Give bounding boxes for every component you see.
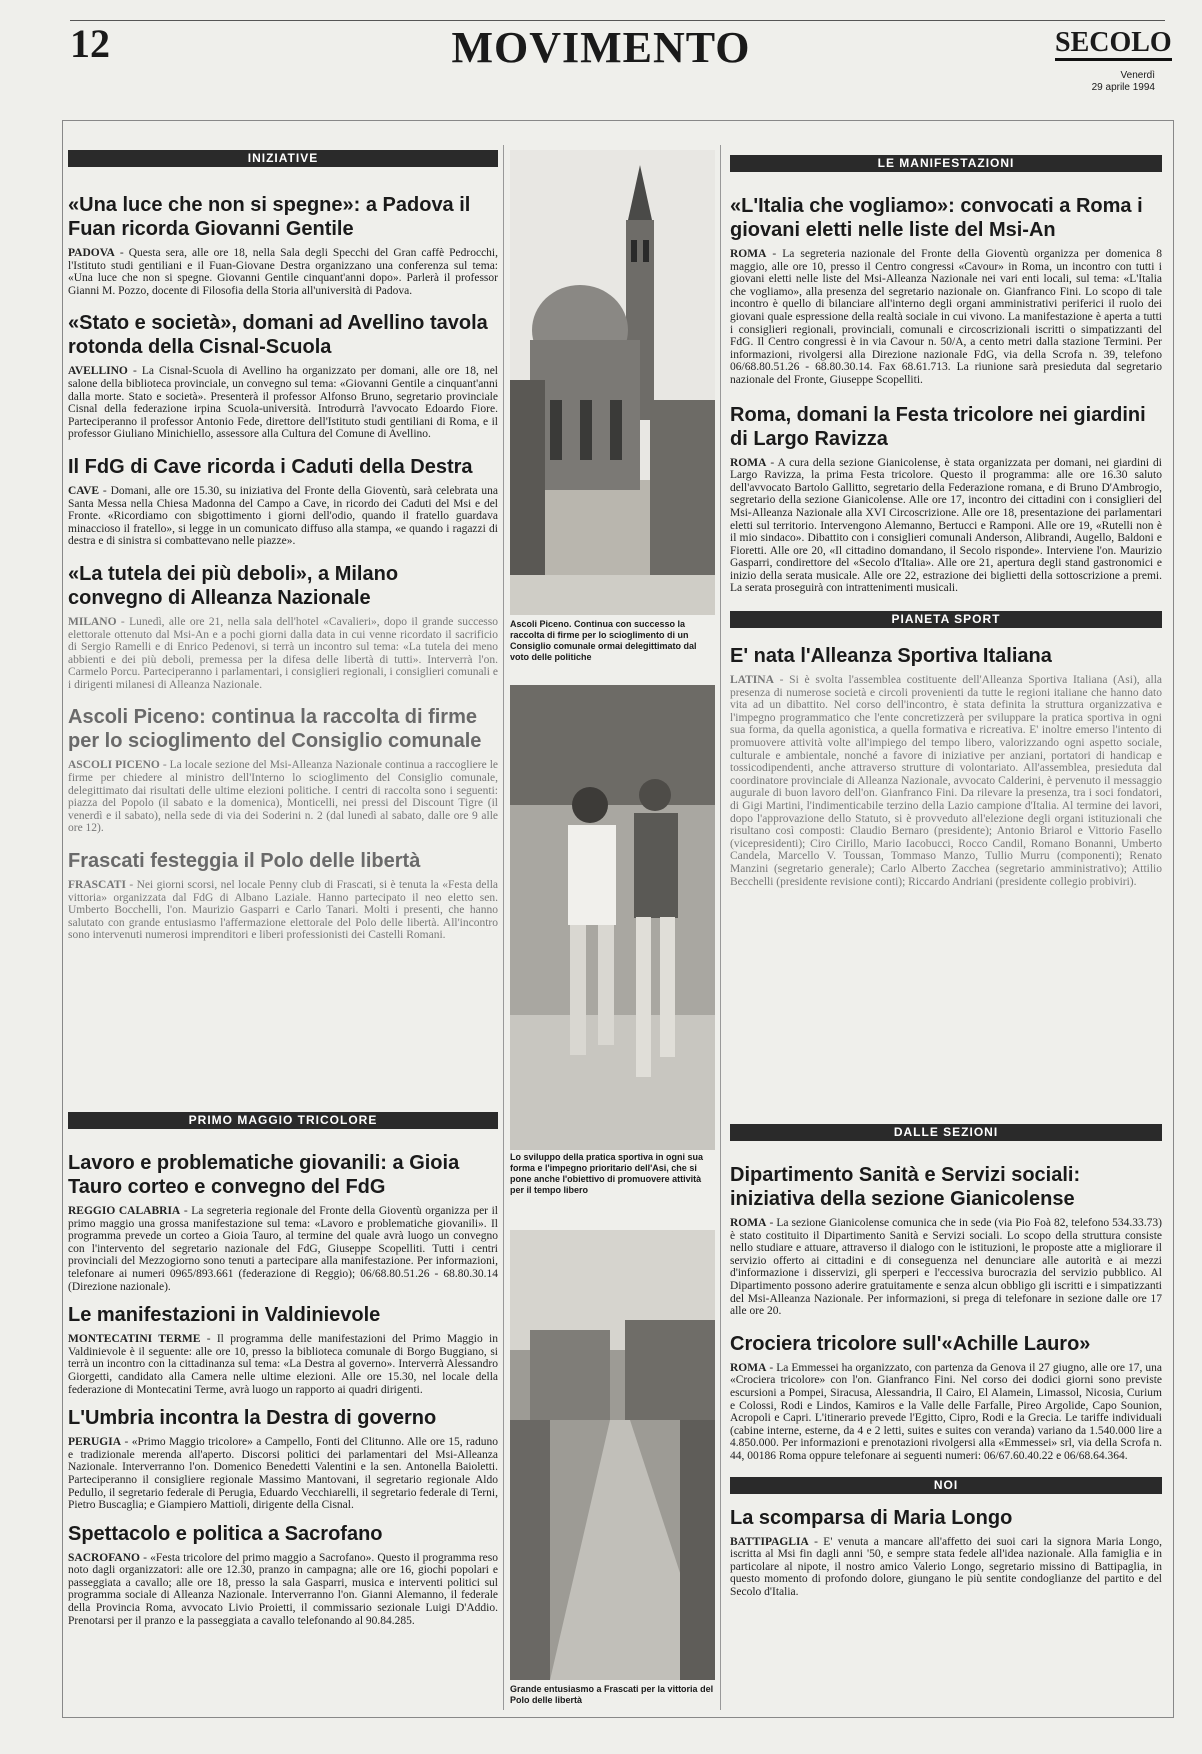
article-text: - Si è svolta l'assemblea costituente dell'Alleanza Sportiva Italiana (Asi), alla presenza di numerose società e circoli provenienti da tutte le regioni italiane che hanno dato vita ad un dibattito. Nel corso dell'incontro, è stata definita la struttura organizzativa e l'impegno programmatico che l'ente concretizzerà per sviluppare la pratica sportiva in ogni sua forma, da quella agonistica, a quella formativa e ricreativa. E' inoltre emerso l'intento di promuovere attività volte all'impiego del tempo libero, valorizzando ogni aspetto sociale, culturale e ambientale, nonché a favore di iniziative per anziani, portatori di handicap e tossicodipendenti, anche attraverso strutture di volontariato. All'assemblea, presieduta dal coordinatore provinciale di Alleanza Nazionale, avvocato Calderini, è pervenuto il messaggio augurale di buon lavoro dell'on. Gianfranco Fini. Da rilevare la presenza, tra i soci fondatori, di Gigi Martini, l'indimenticabile terzino della Lazio campione d'Italia. Al termine dei lavori, dopo l'approvazione dello Statuto, si è provveduto all'elezione degli organi istituzionali che risultano così composti: Claudio Bernaro (presidente); Antonio Briarol e Vittorio Fasello (vicepresidenti); Ciro Cirillo, Mario Iacobucci, Rocco Candil, Romano Bonanni, Umberto Candela, Marcello V. Toussan, Tommaso Manzo, Tullio Murru (componenti); Renato Manzini (segretario generale); Carlo Alberto Zacchea (segretario amministrativo); Attilio Becchelli (presidente revisione conti); Riccardo Andriani (presidente collegio probiviri). [730, 674, 1162, 888]
article-body [68, 1333, 498, 1396]
banner-manifestazioni: LE MANIFESTAZIONI [730, 155, 1162, 172]
banner-dalle-sezioni: DALLE SEZIONI [730, 1124, 1162, 1141]
article-title: «L'Italia che vogliamo»: convocati a Roma i giovani eletti nelle liste del Msi-An [730, 195, 1143, 241]
article-text: - Nei giorni scorsi, nel locale Penny club di Frascati, si è tenuta la «Festa della vittoria» organizzata dal FdG di Albano Laziale. Hanno partecipato il neo eletto sen. Umberto Bocchelli, l'on. Maurizio Gasparri e Carlo Tanari. Molti i presenti, che hanno salutato con grande entusiasmo l'affermazione elettorale del Polo delle libertà. All'incontro sono intervenuti numerosi imprenditori e liberi professionisti dei Castelli Romani. [68, 879, 498, 942]
column-divider [503, 145, 504, 1710]
newspaper-logo: SECOLO [1055, 28, 1172, 61]
article-text: - Questa sera, alle ore 18, nella Sala degli Specchi del Gran caffè Pedrocchi, l'Istituto studi gentiliani e il Fuan-Giovane Destra organizzano una conferenza sul tema: «Una luce che non si spegne. Giovanni Gentile cinquant'anni dopo». Parlerà il professor Gianni M. Pozzo, docente di Filosofia della Storia all'università di Padova. [68, 247, 498, 297]
article-gioia-tauro [68, 1151, 498, 1293]
article-text: - Lunedì, alle ore 21, nella sala dell'hotel «Cavalieri», dopo il grande successo elettorale ottenuto dal Msi-An e a pochi giorni dalla data in cui venne ricordato il sacrificio di Sergio Ramelli e di Enrico Pedenovi, si terrà un incontro sul tema: «La tutela dei meno abbienti e dei più deboli, premessa per la difesa delle libertà di tutti». Interverrà l'on. Carmelo Porcu. Parteciperanno i parlamentari, i consiglieri regionali, i consiglieri comunali e i dirigenti milanesi di Alleanza Nazionale. [68, 615, 498, 691]
article-body [730, 1362, 1162, 1463]
article-text: - Il programma delle manifestazioni del Primo Maggio in Valdinievole è il seguente: alle ore 10, presso la biblioteca comunale di Borgo Buggiano, si terrà un incontro con la cittadinanza sul tema: «La Destra al governo». Interverrà Alessandro Giorgetti, candidato alla Camera nelle ultime elezioni. Alle ore 15.30, nel locale della federazione di Montecatini Terme, avrà luogo un rapporto ai quadri dirigenti. [68, 1333, 498, 1396]
article-text: - La segreteria regionale del Fronte della Gioventù organizza per il primo maggio una grossa manifestazione sul tema: «Lavoro e problematiche giovanili». Il programma prevede un corteo a Gioia Tauro, al termine del quale avrà luogo un convegno con l'intervento del segretario nazionale del FdG, Giuseppe Scopelliti. Tutti i centri provinciali del Mezzogiorno sono tenuti a partecipare alla manifestazione. Per informazioni, telefonare ai numeri 0965/893.661 (federazione di Reggio); 06/68.80.51.26 - 68.80.30.14 (Direzione nazionale). [68, 1205, 498, 1293]
article-body [730, 674, 1162, 888]
article-body [730, 457, 1162, 596]
left-column [68, 150, 498, 942]
article-body [68, 485, 498, 548]
section-title: MOVIMENTO [451, 23, 751, 72]
article-asi [730, 644, 1162, 888]
dateline: LATINA [730, 674, 774, 687]
article-frascati [68, 849, 498, 942]
article-text: - Domani, alle ore 15.30, su iniziativa del Fronte della Gioventù, sarà celebrata una Santa Messa nella Chiesa Madonna del Campo a Cave, in ricordo dei Caduti del Msi e del Fronte. «Ricordiamo con sbigottimento i giorni dell'odio, quando il fratello guardava minaccioso il fratello», si legge in un comunicato diffuso alla stampa, «e quando i ragazzi di destra e di sinistra si combattevano nelle piazze». [68, 484, 498, 548]
banner-primo-maggio: PRIMO MAGGIO TRICOLORE [68, 1112, 498, 1129]
dateline: BATTIPAGLIA [730, 1535, 809, 1548]
article-body [68, 759, 498, 835]
article-body [68, 1436, 498, 1512]
article-text: - «Festa tricolore del primo maggio a Sacrofano». Questo il programma reso noto dagli organizzatori: alle ore 12.30, pranzo in campagna; alle ore 16, giochi popolari e passeggiata a cavallo; alle ore 18, presso la sala Gasparri, musica e interventi politici sul programma sociale di Alleanza Nazionale. Interverranno l'on. Gianni Alemanno, il federale della Provincia Roma, avvocato Livio Proietti, il commissario sezionale Luigi D'Addio. Prenotarsi per il pranzo e la passeggiata a cavallo telefonando al 90.84.285. [68, 1551, 498, 1627]
dateline: ASCOLI PICENO [68, 759, 160, 772]
dateline: MONTECATINI TERME [68, 1333, 201, 1346]
article-title: L'Umbria incontra la Destra di governo [68, 1407, 437, 1430]
header-rule [70, 20, 1165, 21]
article-milano [68, 562, 498, 692]
article-body [730, 248, 1162, 387]
dateline: REGGIO CALABRIA [68, 1205, 181, 1217]
dateline: SACROFANO [68, 1551, 140, 1564]
article-title: Dipartimento Sanità e Servizi sociali: iniziativa della sezione Gianicolense [730, 1164, 1081, 1210]
article-text: - «Primo Maggio tricolore» a Campello, Fonti del Clitunno. Alle ore 15, raduno e tradizionale merenda all'aperto. Discorsi politici dei parlamentari del Msi-Alleanza Nazionale. Interverranno l'on. Domenico Benedetti Valentini e la sen. Antonella Baioletti. Parteciperanno il consigliere regionale Massimo Mantovani, il segretario regionale Aldo Pedullo, il segretario federale di Perugia, Eduardo Vecchiarelli, il segretario federale di Terni, Pietro Buscaglia; e Giampiero Mattioli, dirigente della Cisnal. [68, 1436, 498, 1512]
article-title: E' nata l'Alleanza Sportiva Italiana [730, 645, 1052, 668]
article-avellino [68, 311, 498, 441]
article-crociera [730, 1332, 1162, 1463]
article-text: - A cura della sezione Gianicolense, è stata organizzata per domani, nei giardini di Largo Ravizza, la prima Festa tricolore. Questo il programma: alle ore 16.30 saluto dell'avvocato Bartolo Gallitto, segretario della Federazione romana, e di Bruno D'Ambrogio, segretario della sezione Gianicolense. Alle ore 17, incontro dei cittadini con i consiglieri del Msi-Alleanza Nazionale alla XVI Circoscrizione. Alle ore 18, presentazione dei parlamentari eletti sul territorio. Intervengono Alemanno, Bertucci e Ramponi. Alle ore 19, «Rutelli non è il mio sindaco». Dibattito con i consiglieri comunali Anderson, Alibrandi, Augello, Baldoni e Fioretti. Alle ore 20, «Il cittadino domandano, il Secolo risponde». Interviene l'on. Maurizio Gasparri, condirettore del «Secolo d'Italia». Alle ore 21, apertura degli stand gastronomici e inizio della serata musicale. Alle ore 22, estrazione dei biglietti della sottoscrizione a premi. La serata proseguirà con intrattenimenti musicali. [730, 456, 1162, 595]
dateline: CAVE [68, 484, 100, 497]
article-title: Il FdG di Cave ricorda i Caduti della Destra [68, 455, 473, 478]
article-text: - La sezione Gianicolense comunica che in sede (via Pio Foà 82, telefono 534.33.73) è stato costituito il Dipartimento Sanità e Servizi sociali. Lo scopo della struttura consiste nello studiare e attuare, attraverso il dialogo con le istituzioni, le proposte atte a migliorare il servizio offerto ai cittadini e di conseguenza nel denunciare alle autorità e ai mezzi d'informazione i disservizi, gli sperperi e l'eccessiva burocrazia del servizio pubblico. Al Dipartimento possono aderire gratuitamente e senza alcun obbligo gli iscritti e i simpatizzanti del Msi-Alleanza Nazionale. Per informazioni, si prega di telefonare in sezione dalle ore 17 alle ore 20. [730, 1217, 1162, 1318]
article-umbria [68, 1406, 498, 1512]
article-body [730, 1217, 1162, 1318]
issue-date [1040, 70, 1155, 94]
article-italia-che-vogliamo [730, 194, 1162, 387]
banner-iniziative: INIZIATIVE [68, 150, 498, 167]
article-title: Spettacolo e politica a Sacrofano [68, 1522, 383, 1545]
dateline: ROMA [730, 1361, 767, 1374]
banner-pianeta-sport: PIANETA SPORT [730, 611, 1162, 628]
page-number: 12 [70, 21, 110, 66]
article-cave [68, 455, 498, 548]
article-body [730, 1536, 1162, 1599]
article-body [68, 365, 498, 441]
photo-caption-2: Lo sviluppo della pratica sportiva in ogni sua forma e l'impegno prioritario dell'Asi, che si pone anche l'obiettivo di promuovere attività per il tempo libero [510, 1152, 704, 1195]
date: 29 aprile 1994 [1091, 82, 1155, 93]
article-title: «Stato e società», domani ad Avellino tavola rotonda della Cisnal-Scuola [68, 312, 488, 359]
dateline: ROMA [730, 248, 767, 260]
article-valdinievole [68, 1303, 498, 1396]
article-text: - La Cisnal-Scuola di Avellino ha organizzato per domani, alle ore 18, nel salone della biblioteca provinciale, un convegno sul tema: «Giovanni Gentile a cinquant'anni dalla morte. Stato e società». Presenterà il professor Alfonso Bruno, segretario provinciale Cisnal della federazione irpina Scuola-università. Introdurrà l'avvocato Edoardo Fiore. Parteciperanno il professor Antonio Fede, direttore dell'Istituto studi gentiliani di Roma, e il professor Giuliano Minichiello, assessore alla Cultura del Comune di Avellino. [68, 365, 498, 441]
article-body [68, 1552, 498, 1628]
article-title: Le manifestazioni in Valdinievole [68, 1304, 381, 1327]
cathedral-image [510, 150, 715, 615]
left-column-lower [68, 1112, 498, 1627]
dateline: FRASCATI [68, 879, 126, 892]
dateline: AVELLINO [68, 365, 128, 378]
article-text: - La Emmessei ha organizzato, con partenza da Genova il 27 giugno, alle ore 17, una «Crociera tricolore» con l'on. Gianfranco Fini. Nel corso dei dodici giorni sono previste escursioni a Pompei, Siracusa, Alessandria, Il Cairo, El Alamein, Limassol, Nicosia, Curium e Colossi, Rodi e Lindos, Kamiros e la Valle delle Farfalle, Pireo Argolide, Capo Sounion, Acropoli e Capri. L'itinerario prevede l'Egitto, Cipro, Rodi e la Grecia. Le tariffe individuali (cabine interne, esterne, da 4 e 2 letti, suites e suites con veranda) variano da 1.540.000 lire a 4.850.000. Per informazioni e prenotazioni rivolgersi alla «Emmessei» srl, via della Scrofa n. 44, 00186 Roma oppure telefonare ai seguenti numeri: 06/67.60.40.22 e 06/68.64.364. [730, 1361, 1162, 1462]
article-title: Crociera tricolore sull'«Achille Lauro» [730, 1332, 1091, 1355]
banner-noi: NOI [730, 1477, 1162, 1494]
article-body [68, 879, 498, 942]
article-title: La scomparsa di Maria Longo [730, 1506, 1013, 1529]
photo-caption-3: Grande entusiasmo a Frascati per la vittoria del Polo delle libertà [510, 1684, 714, 1705]
column-divider [720, 145, 721, 1710]
square-image [510, 1230, 715, 1680]
article-padova [68, 193, 498, 297]
dateline: ROMA [730, 1217, 767, 1229]
article-body [68, 247, 498, 297]
article-title: «Una luce che non si spegne»: a Padova il Fuan ricorda Giovanni Gentile [68, 194, 471, 240]
article-title: Lavoro e problematiche giovanili: a Gioia Tauro corteo e convegno del FdG [68, 1152, 460, 1198]
dateline: MILANO [68, 615, 117, 628]
photo-frascati-square [510, 1230, 715, 1680]
photo-caption-1: Ascoli Piceno. Continua con successo la raccolta di firme per lo scioglimento di un Consiglio comunale ormai delegittimato dal voto delle politiche [510, 619, 697, 662]
dateline: PERUGIA [68, 1436, 122, 1449]
article-largo-ravizza [730, 403, 1162, 596]
article-body [68, 1205, 498, 1293]
article-ascoli [68, 705, 498, 835]
article-sacrofano [68, 1522, 498, 1628]
weekday: Venerdì [1120, 70, 1155, 81]
right-column [730, 155, 1162, 888]
article-title: Frascati festeggia il Polo delle libertà [68, 850, 421, 873]
article-title: «La tutela dei più deboli», a Milano convegno di Alleanza Nazionale [68, 562, 399, 609]
article-text: - E' venuta a mancare all'affetto dei suoi cari la signora Maria Longo, iscritta al Msi fin dagli anni '50, e sempre stata fedele all'idea nazionale. Alla famiglia e in particolare al nipote, il nostro amico Valerio Longo, segretario missino di Battipaglia, in questo momento di profondo dolore, giungano le più sentite condoglianze del partito e del Secolo d'Italia. [730, 1535, 1162, 1598]
right-column-lower [730, 1124, 1162, 1598]
photo-ascoli-cathedral [510, 150, 715, 615]
dateline: PADOVA [68, 247, 115, 259]
runners-image [510, 685, 715, 1150]
article-text: - La segreteria nazionale del Fronte della Gioventù organizza per domenica 8 maggio, alle ore 10, presso il Centro congressi «Cavour» in Roma, un incontro con tutti i giovani eletti nelle liste del Msi-Alleanza Nazionale nei vari enti locali, sul tema: «L'Italia che vogliamo», alla presenza del segretario nazionale on. Gianfranco Fini. Lo scopo di tale incontro è quello di bilanciare all'interno degli organi amministrativi periferici il ruolo dei giovani quale espressione della realtà sociale in cui vivono. La manifestazione è aperta a tutti i consiglieri regionali, provinciali, comunali e circoscrizionali iscritti o simpatizzanti del FdG. Il Centro congressi è in via Cavour n. 50/A, a cento metri dalla stazione Termini. Per informazioni, rivolgersi alla Direzione nazionale FdG, via della Scrofa n. 39, telefono 06/68.80.51.26 - 68.80.30.14. Fax 68.61.713. La riunione sarà presieduta dal segretario nazionale del Fronte, Giuseppe Scopelliti. [730, 248, 1162, 386]
photo-runners [510, 685, 715, 1150]
dateline: ROMA [730, 456, 767, 469]
article-maria-longo [730, 1506, 1162, 1599]
article-title: Ascoli Piceno: continua la raccolta di firme per lo scioglimento del Consiglio comunale [68, 706, 482, 753]
article-body [68, 616, 498, 692]
article-sanita [730, 1163, 1162, 1318]
article-title: Roma, domani la Festa tricolore nei giardini di Largo Ravizza [730, 403, 1146, 450]
article-text: - La locale sezione del Msi-Alleanza Nazionale continua a raccogliere le firme per chiedere al ministro dell'Interno lo scioglimento del Consiglio comunale, delegittimato dai risultati delle ultime elezioni politiche. I centri di raccolta sono i seguenti: piazza del Popolo (il sabato e la domenica), Monticelli, nei pressi del Discount Tigre (il venerdì e il sabato), nella sede di via dei Soderini n. 2 (dal lunedì al sabato, dalle ore 9 alle ore 12). [68, 759, 499, 835]
